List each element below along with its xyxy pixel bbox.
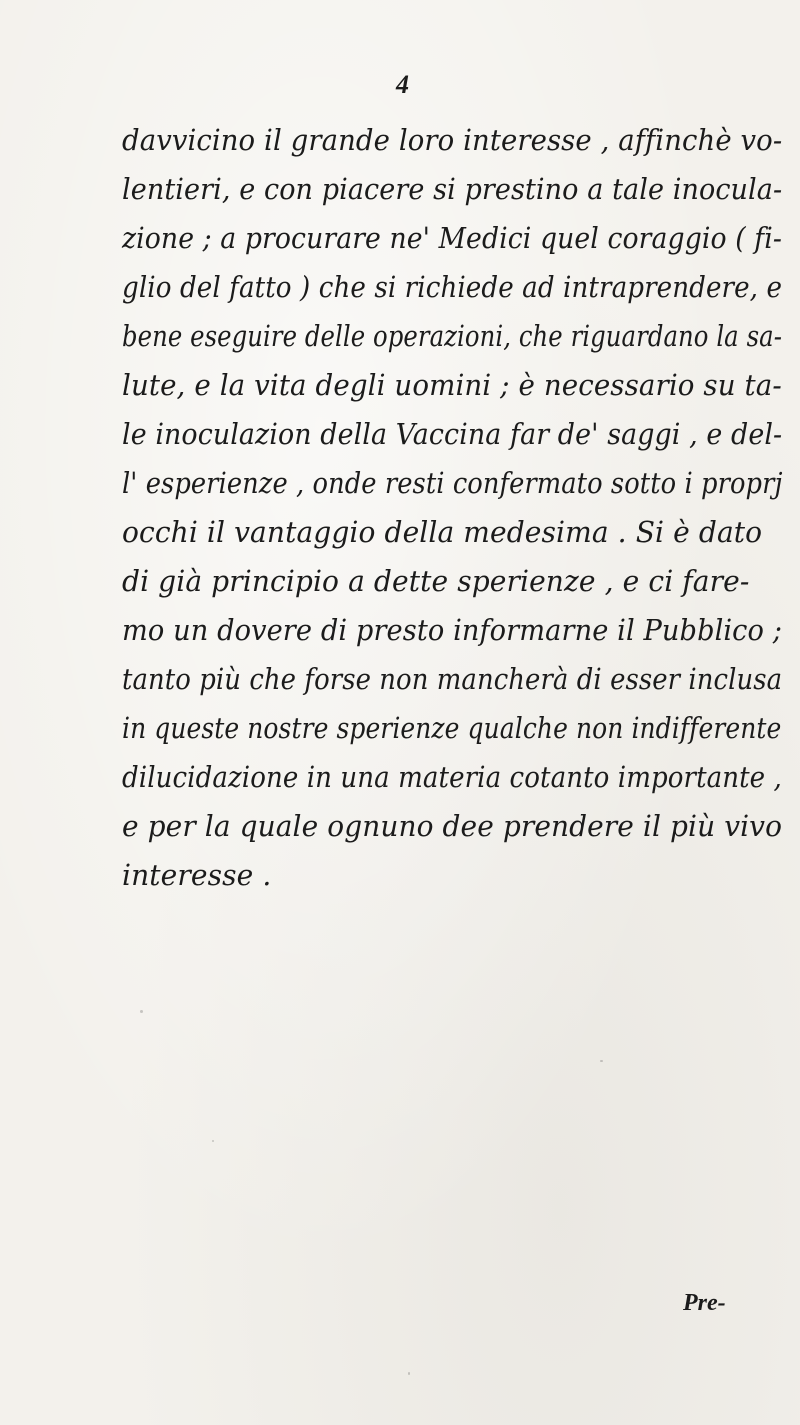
text-line: occhi il vantaggio della medesima . Si è dato bbox=[122, 516, 763, 549]
text-line: bene eseguire delle operazioni, che riguardano la sa- bbox=[122, 320, 783, 353]
text-line: interesse . bbox=[122, 859, 272, 892]
paper-speck bbox=[140, 1010, 143, 1013]
text-line: davvicino il grande loro interesse , affinchè vo- bbox=[122, 124, 783, 157]
text-line: zione ; a procurare ne' Medici quel coraggio ( fi- bbox=[122, 222, 782, 255]
text-line: di già principio a dette sperienze , e ci fare- bbox=[122, 565, 750, 598]
paper-speck bbox=[408, 1372, 410, 1375]
text-line: dilucidazione in una materia cotanto importante , bbox=[122, 761, 782, 794]
text-line: in queste nostre sperienze qualche non indifferente bbox=[122, 712, 782, 745]
text-line: lentieri, e con piacere si prestino a tale inocula- bbox=[122, 173, 783, 206]
page-number: 4 bbox=[396, 70, 409, 99]
paper-speck bbox=[600, 1060, 603, 1062]
paper-speck bbox=[212, 1140, 214, 1142]
catchword: Pre- bbox=[683, 1290, 726, 1316]
text-line: le inoculazion della Vaccina far de' saggi , e del- bbox=[122, 418, 783, 451]
text-line: l' esperienze , onde resti confermato sotto i proprj bbox=[122, 467, 783, 500]
text-line: glio del fatto ) che si richiede ad intraprendere, e bbox=[122, 271, 783, 304]
text-line: mo un dovere di presto informarne il Pubblico ; bbox=[122, 614, 783, 647]
text-line: e per la quale ognuno dee prendere il più vivo bbox=[122, 810, 783, 843]
body-text bbox=[122, 116, 792, 900]
text-line: lute, e la vita degli uomini ; è necessario su ta- bbox=[122, 369, 782, 402]
text-line: tanto più che forse non mancherà di esser inclusa bbox=[122, 663, 783, 696]
